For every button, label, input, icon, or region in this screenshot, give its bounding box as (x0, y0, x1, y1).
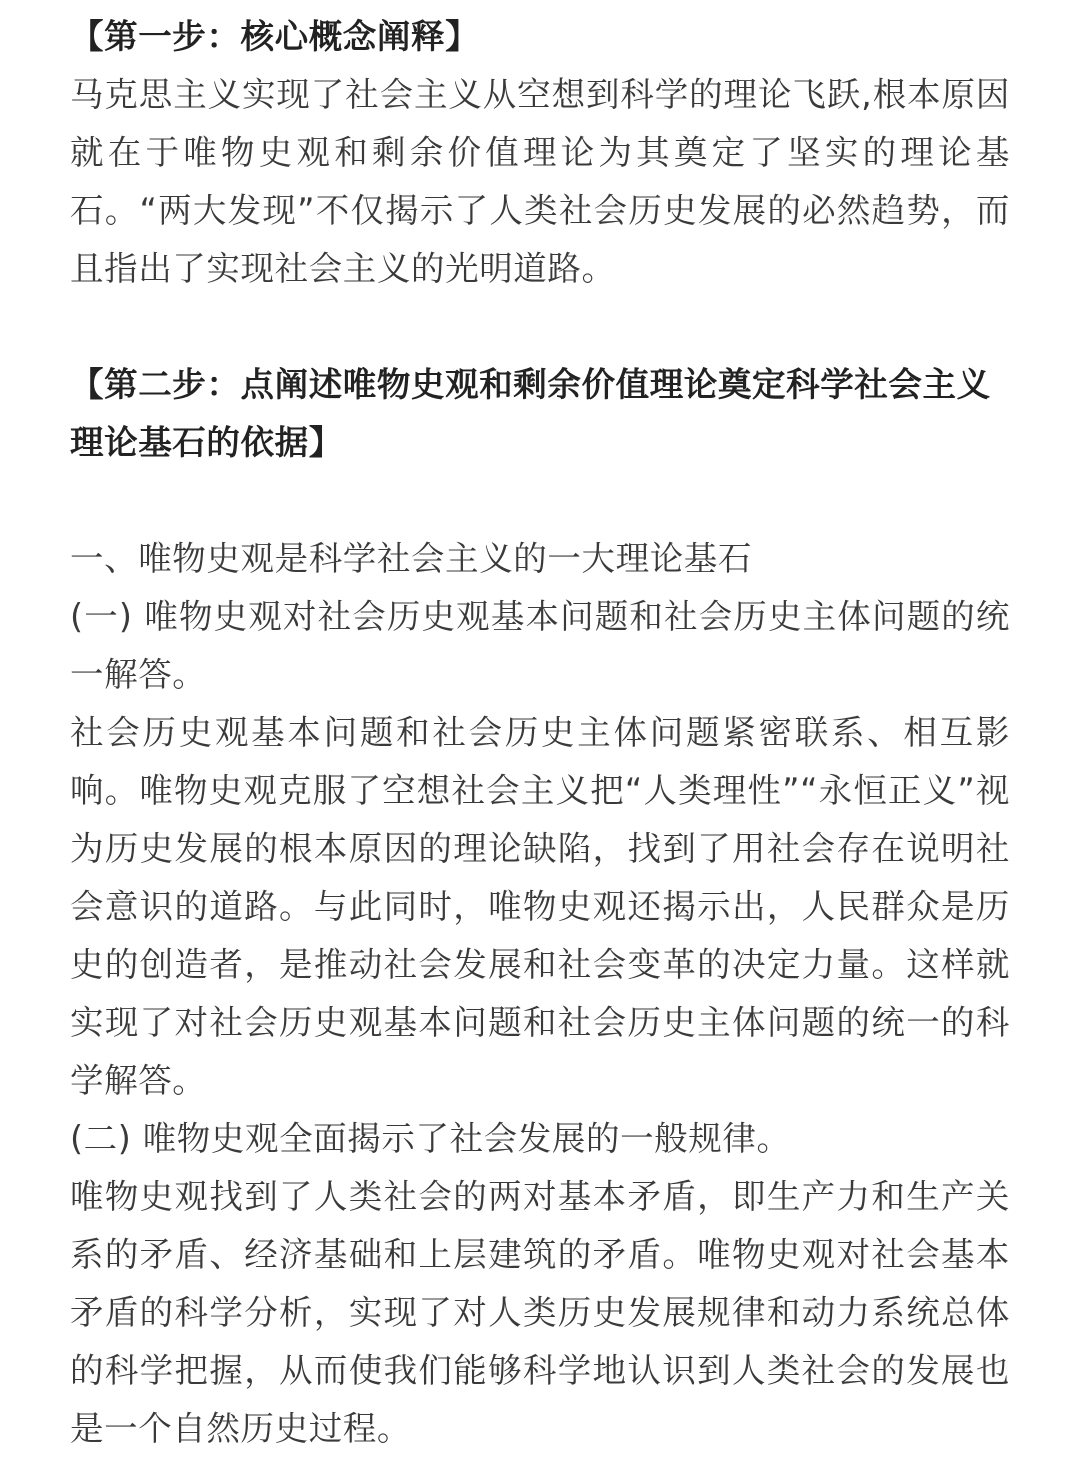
sub2-title: (二) 唯物史观全面揭示了社会发展的一般规律。 (70, 1119, 791, 1158)
step1-body: 马克思主义实现了社会主义从空想到科学的理论飞跃,根本原因就在于唯物史观和剩余价值理论为其奠定了坚实的理论基石。“两大发现”不仅揭示了人类社会历史发展的必然趋势，而且指出了实现社会主义的光明道路。 (70, 75, 1010, 288)
section1-title: 一、唯物史观是科学社会主义的一大理论基石 (70, 539, 752, 578)
sub2-body: 唯物史观找到了人类社会的两对基本矛盾，即生产力和生产关系的矛盾、经济基础和上层建筑的矛盾。唯物史观对社会基本矛盾的科学分析，实现了对人类历史发展规律和动力系统总体的科学把握，从而使我们能够科学地认识到人类社会的发展也是一个自然历史过程。 (70, 1177, 1010, 1448)
step2-heading: 【第二步：点阐述唯物史观和剩余价值理论奠定科学社会主义理论基石的依据】 (70, 365, 991, 462)
spacer (70, 298, 1010, 356)
article (70, 8, 1010, 1458)
sub1-body: 社会历史观基本问题和社会历史主体问题紧密联系、相互影响。唯物史观克服了空想社会主义把“人类理性”“永恒正义”视为历史发展的根本原因的理论缺陷，找到了用社会存在说明社会意识的道路。与此同时，唯物史观还揭示出，人民群众是历史的创造者，是推动社会发展和社会变革的决定力量。这样就实现了对社会历史观基本问题和社会历史主体问题的统一的科学解答。 (70, 713, 1010, 1100)
step1-heading: 【第一步：核心概念阐释】 (70, 17, 480, 56)
sub1-title: (一) 唯物史观对社会历史观基本问题和社会历史主体问题的统一解答。 (70, 597, 1010, 694)
spacer (70, 472, 1010, 530)
